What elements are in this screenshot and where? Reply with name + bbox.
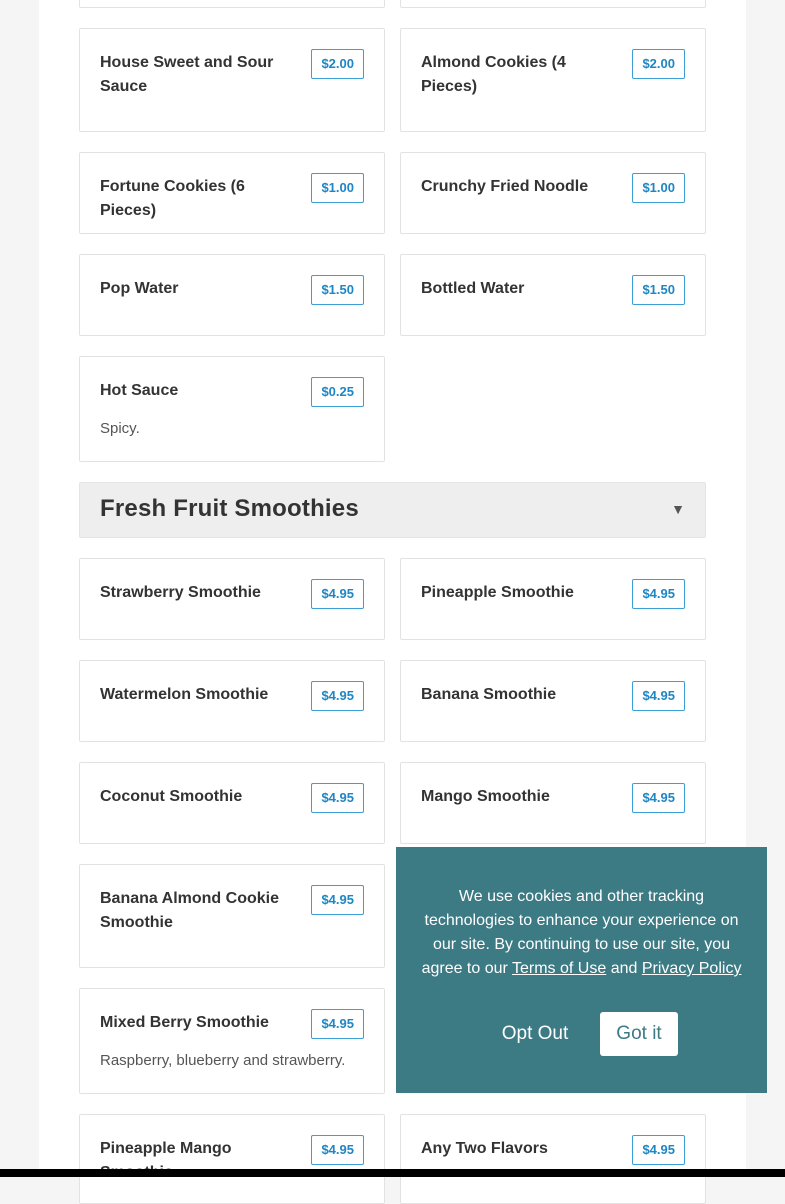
item-name: Watermelon Smoothie [100, 686, 269, 703]
menu-item-card[interactable] [79, 558, 385, 640]
item-description: Raspberry, blueberry and strawberry. [100, 1052, 346, 1069]
menu-item-card[interactable] [79, 254, 385, 336]
item-name: Any Two Flavors [421, 1140, 548, 1157]
item-price: $4.95 [632, 579, 685, 609]
menu-item-card[interactable] [79, 356, 385, 462]
menu-item-card[interactable] [400, 1114, 706, 1204]
item-price: $4.95 [632, 1135, 685, 1165]
got-it-button[interactable]: Got it [600, 1012, 678, 1056]
item-price: $4.95 [311, 1135, 364, 1165]
item-name: Pop Water [100, 280, 179, 297]
item-price: $0.25 [311, 377, 364, 407]
bottom-edge-bar [0, 1169, 785, 1177]
menu-item-card[interactable] [79, 28, 385, 132]
item-name: Banana Almond Cookie Smoothie [100, 890, 279, 931]
item-price: $4.95 [311, 579, 364, 609]
cookie-message [412, 885, 751, 981]
menu-item-card[interactable] [79, 988, 385, 1094]
terms-of-use-link[interactable]: Terms of Use [512, 960, 607, 977]
menu-item-card[interactable] [400, 0, 706, 8]
menu-item-card[interactable] [400, 660, 706, 742]
item-price: $1.50 [632, 275, 685, 305]
item-price: $4.95 [311, 681, 364, 711]
chevron-down-icon[interactable]: ▼ [671, 501, 685, 517]
item-price: $4.95 [632, 783, 685, 813]
opt-out-button[interactable]: Opt Out [501, 1023, 569, 1044]
item-price: $1.00 [311, 173, 364, 203]
item-name: Pineapple Smoothie [421, 584, 574, 601]
item-name: Hot Sauce [100, 382, 179, 399]
section-title: Fresh Fruit Smoothies [100, 495, 359, 522]
menu-item-card[interactable] [400, 762, 706, 844]
menu-item-card[interactable] [79, 152, 385, 234]
item-price: $1.50 [311, 275, 364, 305]
item-name: Coconut Smoothie [100, 788, 243, 805]
item-name: Almond Cookies (4 Pieces) [421, 54, 566, 95]
menu-item-card[interactable] [79, 660, 385, 742]
item-name: Mango Smoothie [421, 788, 550, 805]
item-name: Pineapple Mango [100, 1140, 232, 1157]
menu-item-card[interactable] [400, 558, 706, 640]
menu-item-card[interactable] [400, 28, 706, 132]
item-price: $2.00 [632, 49, 685, 79]
item-name: Fortune Cookies (6 Pieces) [100, 178, 245, 219]
menu-item-card[interactable] [79, 864, 385, 968]
item-name: Banana Smoothie [421, 686, 557, 703]
menu-item-card[interactable] [79, 762, 385, 844]
cookie-message-text: We use cookies and other tracking technologies to enhance your experience on our site. By continuing to use our site, you agree to our [421, 888, 739, 977]
item-price: $4.95 [311, 885, 364, 915]
privacy-policy-link[interactable]: Privacy Policy [641, 960, 742, 977]
item-price: $4.95 [311, 1009, 364, 1039]
menu-item-card[interactable] [400, 254, 706, 336]
item-price: $2.00 [311, 49, 364, 79]
item-name: Crunchy Fried Noodle [421, 178, 589, 195]
menu-item-card[interactable] [400, 152, 706, 234]
cookie-consent-banner [396, 847, 767, 1093]
item-name: Mixed Berry Smoothie [100, 1014, 269, 1031]
cookie-and-text: and [610, 960, 638, 977]
item-price: $4.95 [311, 783, 364, 813]
item-price: $1.00 [632, 173, 685, 203]
item-name: Bottled Water [421, 280, 525, 297]
item-name: Strawberry Smoothie [100, 584, 261, 601]
item-name: House Sweet and Sour Sauce [100, 54, 274, 95]
item-price: $4.95 [632, 681, 685, 711]
menu-item-card[interactable] [79, 0, 385, 8]
section-header-smoothies[interactable] [79, 482, 706, 538]
item-description: Spicy. [100, 420, 140, 437]
menu-item-card[interactable] [79, 1114, 385, 1204]
